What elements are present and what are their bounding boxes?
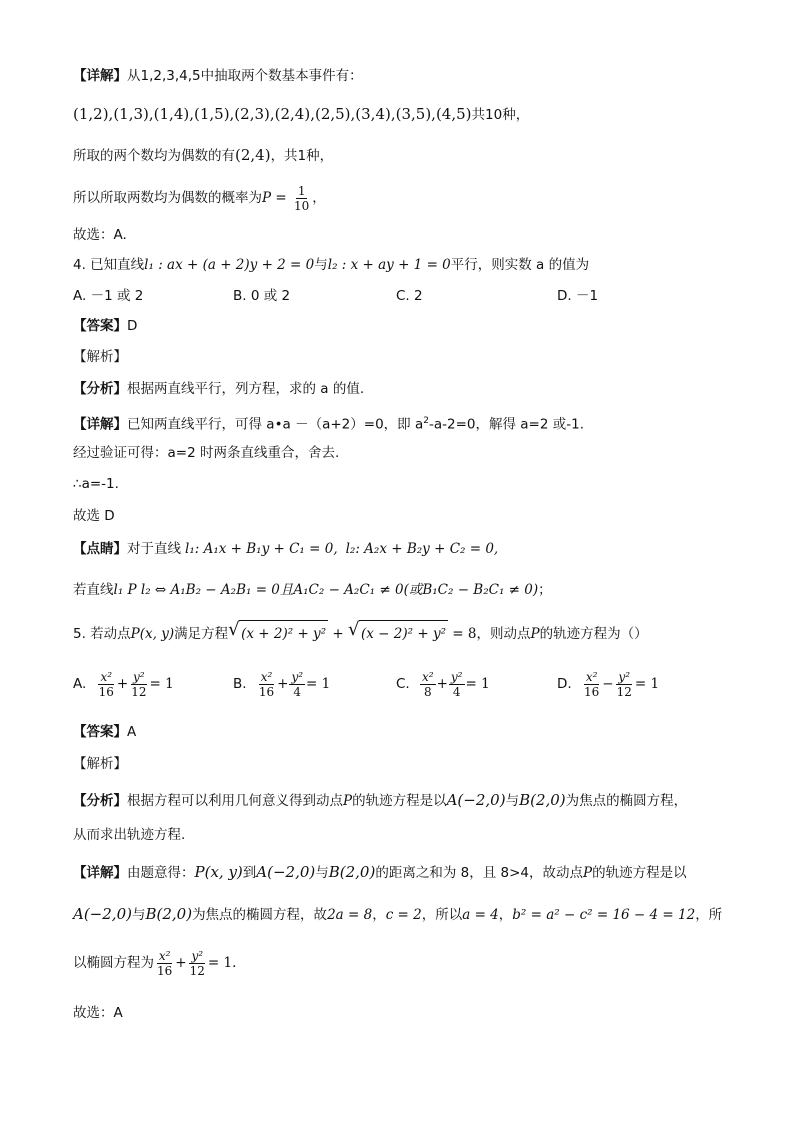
q4-option-c: C. 2 [396,288,423,304]
q5-xj-with: 与 [315,865,329,881]
q4-dianjing-l1: l₁: A₁x + B₁y + C₁ = 0, [185,541,338,557]
q4-xiangjie-b: -a-2=0，解得 a=2 或-1. [428,416,584,433]
q5-suffix: ，则动点 [476,626,531,642]
q4-answer [73,316,734,336]
question-5 [73,620,734,647]
q5-xj-p: P [583,865,593,881]
q5-radicand-1: (x + 2)² + y² [239,620,328,647]
prob-text: 所以所取两数均为偶数的概率为 [73,190,262,206]
even-pair-text: 所取的两个数均为偶数的有 [73,148,235,164]
q5-option-d-label: D. [557,676,572,692]
q5-b-d2: 4 [293,684,302,699]
q4-answer-label: 【答案】 [73,318,127,334]
q5-fenxi-with: 与 [505,793,520,809]
q5-xiangjie-label: 【详解】 [73,865,127,881]
events-line [73,104,734,125]
q5-d-n1: x² [585,669,598,684]
q4-with: 与 [314,257,328,273]
q5-b-n2: y² [291,669,304,684]
q5-b-rhs: = 1 [306,676,331,692]
q4-cond-prefix: 若直线 [73,582,114,598]
q5-xj-b: 的距离之和为 8，且 8>4，故动点 [375,865,584,881]
q4-cond-formula: l₁ P l₂ ⇔ A₁B₂ − A₂B₁ = 0且A₁C₂ − A₂C₁ ≠ 0(或B₁C₂ − B₂C₁ ≠ 0) [113,582,539,598]
q4-xiangjie-sup: 2 [423,416,429,426]
q5-d-frac-1 [582,670,601,699]
q5-b-frac-2 [289,670,305,699]
q5-xj2-A: A(−2,0) [73,905,132,923]
q5-xj-a: 由题意得： [127,865,195,881]
q4-dianjing-label: 【点睛】 [73,541,127,557]
q5-fenxi-c: 为焦点的椭圆方程， [565,793,688,809]
q5-b-op: + [277,676,289,692]
q5-answer-label: 【答案】 [73,724,127,740]
q5-xj3-frac-1 [155,949,174,978]
q5-xj2-B: B(2,0) [145,905,193,923]
q5-b-d1: 16 [258,684,275,699]
q5-d-n2: y² [618,669,631,684]
q5-a-op: + [116,676,129,692]
q5-xj2-end: ，所 [695,907,723,923]
q5-mid: 满足方程 [174,626,229,642]
q5-xj-B: B(2,0) [328,863,376,881]
q5-xj2-with: 与 [131,907,146,923]
q5-analysis-label: 【解析】 [73,756,127,772]
prob-num: 1 [297,183,306,198]
q5-fenxi-p: P [343,793,353,809]
detail-label: 【详解】 [73,68,127,84]
q4-dianjing-text: 对于直线 [127,541,181,557]
q5-a-frac-2 [129,670,148,699]
prob-den: 10 [294,198,310,213]
q5-option-b-label: B. [233,676,247,692]
q4-dianjing-l2: l₂: A₂x + B₂y + C₂ = 0, [345,541,499,557]
q5-xj3-plus: + [175,955,187,971]
q4-option-b: B. 0 或 2 [233,288,291,304]
q5-answer [73,722,734,742]
q5-xj2-eq2: c = 2 [385,907,422,923]
q5-xj3-d2: 12 [189,963,205,978]
q5-xj-A: A(−2,0) [256,863,316,881]
choice-3: 故选：A. [73,227,127,243]
q5-xj2-comma: ， [372,907,386,923]
q4-xiangjie-a: 已知两直线平行，可得 a•a －（a+2）=0，即 a [127,416,424,433]
q5-xj2-so: ，所以 [421,907,463,923]
prob-line [73,180,734,216]
q5-prefix: 5. 若动点 [73,626,131,642]
q5-xj3-n2: y² [191,948,204,963]
q5-d-d2: 12 [616,684,632,699]
q5-option-c-label: C. [396,676,410,692]
q5-sqrt-2 [350,620,448,647]
q4-xiangjie [73,411,734,435]
q5-fenxi [73,790,734,811]
q4-suffix: 平行，则实数 a 的值为 [450,257,590,273]
q4-line-l2: l₂ : x + ay + 1 = 0 [327,257,451,273]
q5-a-d1: 16 [98,684,114,699]
q5-c-d2: 4 [452,684,461,699]
q5-c-d1: 8 [423,684,432,699]
q5-xj3-frac-2 [188,949,207,978]
q5-eq: = 8 [448,626,477,642]
q5-d-frac-2 [615,670,634,699]
q5-xiangjie-3 [73,945,734,981]
q5-xj2-eq4: b² = a² − c² = 16 − 4 = 12 [512,907,696,923]
q4-therefore: ∴a=-1. [73,476,119,492]
q5-p: P [530,626,540,642]
q5-d-rhs: = 1 [634,676,660,692]
q5-option-a-label: A. [73,676,87,692]
q5-radicand-2: (x − 2)² + y² [359,620,448,647]
q5-xj2-comma2: ， [498,907,513,923]
q5-xj3-a: 以椭圆方程为 [73,955,154,971]
q5-xj2-eq3: a = 4 [462,907,499,923]
q5-xj-c: 的轨迹方程是以 [592,865,687,881]
prob-eq: = [271,190,291,206]
q5-c-rhs: = 1 [465,676,490,692]
q4-fenxi-label: 【分析】 [73,381,127,397]
q5-fenxi-d: 从而求出轨迹方程. [73,827,186,843]
q5-xj2-eq1: 2a = 8 [327,907,373,923]
q5-d-d1: 16 [583,684,600,699]
q5-a-n1: x² [100,669,113,684]
q5-c-op: + [436,676,448,692]
q4-choice: 故选 D [73,508,115,524]
q5-d-op: − [602,676,614,692]
q5-a-d2: 12 [131,684,147,699]
even-pair-suffix: ，共1种， [270,148,334,164]
q5-c-n1: x² [422,669,434,684]
q5-xj-to: 到 [242,865,257,881]
q4-answer-value: D [127,318,138,334]
q4-cond-suffix: ； [538,582,552,598]
q4-condition [73,580,734,600]
q5-fenxi-A: A(−2,0) [446,791,506,809]
q5-suffix2: 的轨迹方程为（） [539,626,648,642]
q5-choice: 故选：A [73,1005,123,1021]
even-pair-line [73,145,734,166]
q5-xj-point: P(x, y) [194,863,243,881]
q4-line-l1: l₁ : ax + (a + 2)y + 2 = 0 [144,257,315,273]
q4-option-a: A. －1 或 2 [73,288,144,304]
q5-option-d [557,666,659,702]
q5-option-a [73,666,174,702]
q5-b-frac-1 [257,670,276,699]
q4-option-d: D. －1 [557,288,599,304]
q5-sqrt-1 [230,620,328,647]
q4-analysis-label: 【解析】 [73,349,127,365]
q5-xj3-d1: 16 [157,963,173,978]
q5-answer-value: A [127,724,137,740]
q4-verify: 经过验证可得：a=2 时两条直线重合，舍去. [73,445,340,461]
q5-a-frac-1 [97,670,116,699]
q5-option-c [396,666,490,702]
events-list: (1,2),(1,3),(1,4),(1,5),(2,3),(2,4),(2,5),(3,4),(3,5),(4,5) [73,105,472,123]
prob-suffix: ， [312,190,326,206]
q5-a-n2: y² [133,669,145,684]
q5-fenxi-b: 的轨迹方程是以 [352,793,447,809]
q5-a-rhs: = 1 [149,676,174,692]
q4-xiangjie-label: 【详解】 [73,416,127,433]
q5-xj2-a: 为焦点的椭圆方程，故 [192,907,328,923]
prob-fraction [292,184,311,213]
prob-var: P [262,190,272,206]
detail-text: 从1,2,3,4,5中抽取两个数基本事件有： [127,68,363,84]
q5-b-n1: x² [260,669,273,684]
q5-c-frac-2 [449,670,465,699]
q4-dianjing [73,539,734,559]
q5-xj3-n1: x² [158,948,171,963]
q5-fenxi-a: 根据方程可以利用几何意义得到动点 [127,793,343,809]
q5-plus: + [328,626,349,642]
events-suffix: 共10种， [471,107,530,123]
q4-fenxi [73,379,734,399]
q5-xiangjie-2 [73,904,734,925]
q5-c-n2: y² [450,669,463,684]
question-4 [73,255,734,275]
q5-point: P(x, y) [130,626,175,642]
q5-fenxi-B: B(2,0) [519,791,566,809]
q5-option-b [233,666,330,702]
q4-fenxi-text: 根据两直线平行，列方程，求的 a 的值. [127,381,365,397]
q5-xiangjie-1 [73,862,734,883]
q5-fenxi-label: 【分析】 [73,793,127,809]
detail-line-1 [73,66,734,86]
q5-xj3-rhs: = 1. [207,955,237,971]
q4-prefix: 4. 已知直线 [73,257,145,273]
even-pair-value: (2,4) [235,146,271,164]
q5-c-frac-1 [420,670,436,699]
